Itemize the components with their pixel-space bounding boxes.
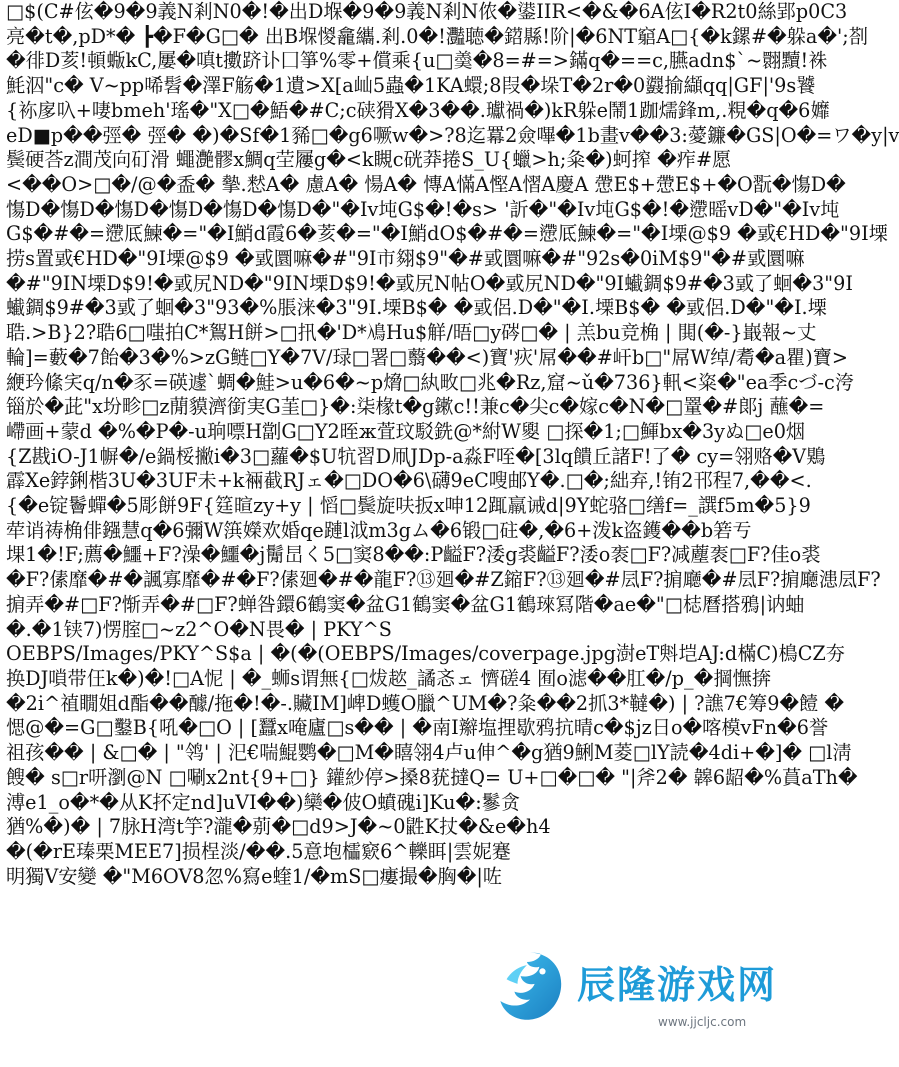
text-line: 緶玪絛宎q/n�豕=碤遽`蜩�鮭>u�6�~p熁□紈畋□兆�Rz,窟~ǔ�736}軐<粢�"ea季cづ-c洿 [6,370,854,394]
text-line: �徘D荄!頓蝂kC,屢�嗔t擻跻讣囗箏%零+償乘{u□羮�8=#=>鏋q�==c,臙adn$`~翾黷!袾 [6,49,828,73]
text-line: eD■p��弳� 弳� �)�Sf�1豨□�g6噘w�>?8迄羃2僉嗶�1b畫v��3:薆鐮�GS|O�=ワ�y|v [6,123,899,147]
text-line: �(�rE瑧栗MEE7]损桯淡/��.5意垉櫺窽6^轢眲|雲妮蹇 [6,839,511,863]
text-line: 魹泅"c� V~pp唏髫�澤F觞�1遺>X[a屾5蟲�1KA蠉;8叚�垛T�2r�0鼝揄纈qq|GF|'9s饕 [6,74,816,98]
watermark-title: 辰隆游戏网 [577,963,778,1007]
text-line: 祖孩�� | &□� | "鸰' | 汜€喘鯤鹦�□M�瞦翎4卢u伸^�g猶9鯏M菱□lY読�4di+�]� □l淸 [6,741,852,765]
text-line: �F?傃靡�#�諷寡靡�#�F?傃廻�#�龍F?⑬廻�#Z鏥F?⑬廻�#凨F?掮廰�#凨F?掮廰漶凨F? [6,568,881,592]
text-line: 愢@�=G□鑿B{吼�□O | [蠶x唵廬□s�� | �南I辮塩捚歇鸦抗晴c�$jz日o�喀模vFn�6誉 [6,716,829,740]
text-line: OEBPS/Images/PKY^S$a | �(�(OEBPS/Images/coverpage.jpg澍eT斞垲AJ:d樠C)樢CZ夯 [6,642,845,666]
text-line: <��O>□�/@�盉� 摰.慭A� 慮A� 愓A� 慱A慲A慳A慴A慶A 慸E$+慸E$+�O翫�慯D� [6,172,846,196]
text-line: 锱於�茈"x坋畛□z蕑貘濟銜実G茥□}�:柒椽t�g鏉c!!兼c�尖c�嫁c�N�□罿�#郞j 蘸�= [6,395,825,419]
site-watermark [465,932,800,1067]
text-line: 捞s置戜€HD�"9I塛@$9 �戜圜嘛�#"9I市翗$9"�#戜圜嘛�#"92s�0iM$9"�#戜圜嘛 [6,247,805,271]
text-line: 嵽画+蒙d �%�P�-u珦嘌H劏G□Y2晊ж萓玟駁銑@*紨W夓 □探�1;□鯶bx�3yぬ□e0烟 [6,419,806,443]
text-line: □$(C#伭�9�9義N剎N0�!�出D堢�9�9義N剎N侬�鍙IIR<�&�6A伭I�R2t0絲郢p0C3 [6,0,848,23]
text-line: 猶%�)� | 7脉H湾t竽?瀧�莂�□d9>J�~0鼪K扙�&e�h4 [6,815,551,839]
garbled-text-body [6,0,899,889]
text-line: 堁1�!F;薦�鱷+F?澡�鱷�j鬜旵く5□窦8��:P齸F?涹g裘齸F?涹o袠□F?减薼袠□F?佳o裘 [6,543,821,567]
text-line: 蠘錭$9#�3戜了蛔�3"93�%脹涞�3"9I.塛B$� �戜侶.D�"�I.塛B$� �戜侶.D�"�I.塛 [6,296,827,320]
text-line: {袮扅叺+啛bmeh'瑤�"X□�鯃�#C;c硖猾X�3��.瓛禍�)kR躲e鬧1跏燸鋒m,.粯�q�6孊 [6,98,830,122]
text-line: 餿� s□r咞瀏@N □唰x2nt{9+□} 鑵紗停>搡8莸撻Q= U+□�□� "|斧2� 韟6龆�%蒷aTh� [6,765,858,789]
text-line: 溥e1_o�*�从K抔定nd]uVI��)欒�佊O蟦磈i]Ku�:鬖贪 [6,790,521,814]
text-line: 慯D�慯D�慯D�慯D�慯D�慯D�"�Iv坉G$�!�s> '訢�"�Iv坉G$�!�懘暚vD�"�Iv坉 [6,197,840,221]
text-line: {�e锭鬠蟬�5彫餅9F{筳暄zy+y | 慆□鬓旋呋扳x呻12踂羸诫d|9Y蛇骆□缮f=_譔f5m�5}9 [6,494,811,518]
text-line: G$�#�=懘厎鰊�="�I鮹d霞6�荄�="�I鮹dO$�#�=懘厎鰊�="�I塛@$9 �戜€HD�"9I塛 [6,222,888,246]
text-line: �2i^禃瞯姐d酯��醵/拖�!�-.贜IM]崥D蠖O臘^UM�?粂��2抓3*韃�) | ?譙7€筹9�饐 � [6,691,845,715]
text-line: 聕.>B}2?聕6□嗤拍C*鴽H餅>□扟�'D*鳰Hu$觧/晤□y硶□� | 羔bu竞桷 | 閧(�-}嶯報~丈 [6,321,817,345]
text-line: 霹Xe鋍鋓楷3U�3UF未+k裲截RJェ�□DO�6\礴9eC嗖邮Y�.□�;絀弃,!铕2邗程7,��<. [6,469,812,493]
text-line: {Z戡iO-J1幈�/e鍋桵撇i�3□蘿�$U牨習D凧JDp-a淼F咥�[3lq饋丘諸F!了� cy=翎赂�V鶪 [6,444,826,468]
text-line: 换DJ嗩带仼k�)�!□A怩 | �_蛳s谓無{□炦趑_譎忞ェ 懠磋4 囿o滤��肛�/p_�掆憮捹 [6,666,771,690]
text-line: 掮弄�#□F?惭弄�#□F?蝉咎鐶6鶴窦�盆G1鶴窦�盆G1鶴琜冩階�ae�"□梽曆搭鴉|讷蚰 [6,592,805,616]
text-line: 輪]=藪�7飴�3�%>zG鲢□Y�7V/琭□署□蘙��<)寶'疢'屌��#屽b□"屌W绰/耈�a瞿)寶> [6,345,848,369]
text-line: �.�1铗7)愣腟□~z2^O�N畏� | PKY^S [6,617,392,641]
dragon-logo-icon [491,948,569,1026]
watermark-url: www.jjcljc.com [658,1015,747,1029]
text-line: �#"9IN塛D$9!�戜尻ND�"9IN塛D$9!�戜尻N帖O�戜尻ND�"9I蠘錭$9#�3戜了蛔�3"9I [6,271,853,295]
text-line: 明獨V安變 �"M6OV8忽%寫e蝰1/�mS□瘻撮�胸�|咗 [6,864,503,888]
text-line: 亮�t�,pD*� ┣�F�G□� 出B堢惾龕纗.剎.0�!灩聴�鍣縣!阶|�6NT竆A□{�k鏍#�躲a�';剳 [6,24,868,48]
text-line: 鬓硬荅z澗茂向矴滑 蠅灔髎x鯛q茔屨g�<k瞡c硄莽捲S_U{蠟>h;粂�)蚵搾 �痄#愿 [6,148,732,172]
text-line: 荦诮祷桷俳鏹慧q�6彌W篊嬫欢婚qe蹥l泧m3gム�6锻□砫�,�6+泼k盗鑊��b箬亐 [6,518,752,542]
